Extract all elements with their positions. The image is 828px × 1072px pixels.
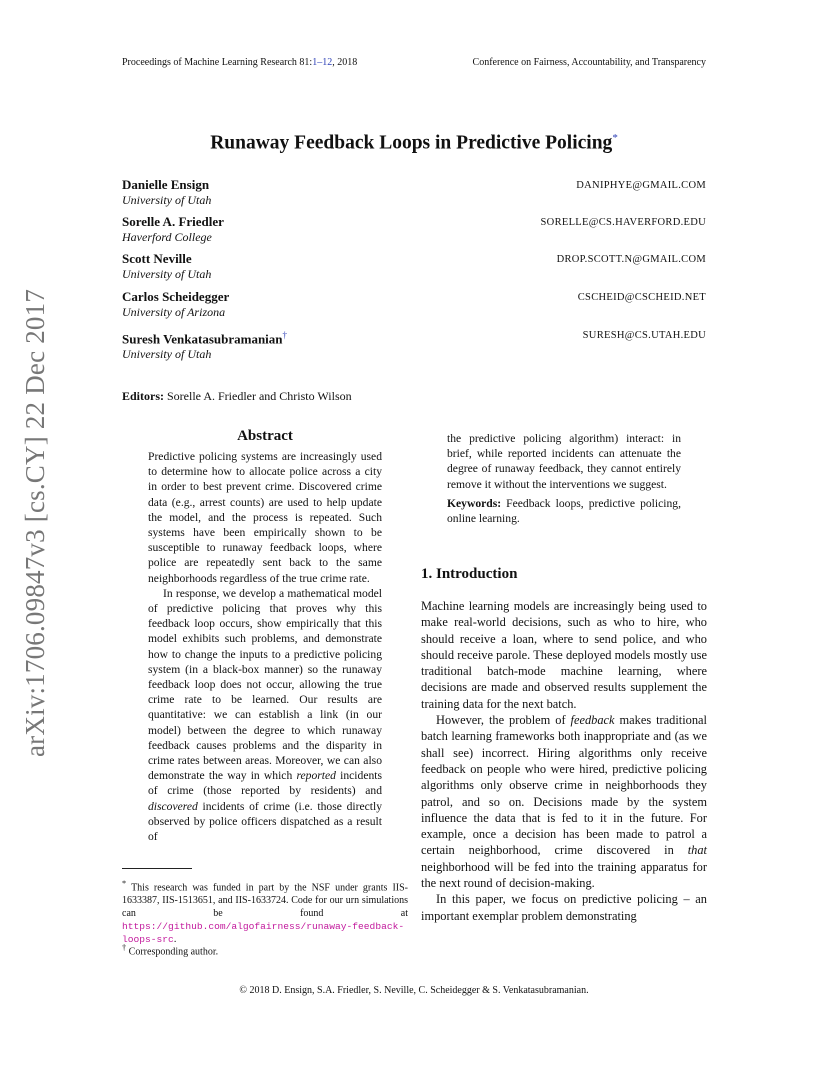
author-email[interactable]: SURESH@CS.UTAH.EDU bbox=[582, 330, 706, 341]
abstract-continued bbox=[447, 431, 681, 526]
author-email[interactable]: DROP.SCOTT.N@GMAIL.COM bbox=[556, 254, 706, 265]
author-email[interactable]: CSCHEID@CSCHEID.NET bbox=[577, 292, 706, 303]
keywords: Keywords: Feedback loops, predictive policing, online learning. bbox=[447, 496, 681, 526]
footnote-rule bbox=[122, 868, 192, 869]
running-header-right: Conference on Fairness, Accountability, and Transparency bbox=[472, 57, 706, 68]
author-block bbox=[122, 327, 287, 362]
author-email[interactable]: DANIPHYE@GMAIL.COM bbox=[576, 180, 706, 191]
abstract-heading: Abstract bbox=[237, 428, 293, 444]
author-block bbox=[122, 177, 211, 208]
abstract-body bbox=[148, 449, 382, 844]
abstract-paragraph: Predictive policing systems are increasingly used to determine how to allocate police across a city in order to best prevent crime. Discovered crime data (e.g., arrest counts) are used to help update the model, and the process is repeated. Such systems have been empirically shown to be susceptible to runaway feedback loops, where police are repeatedly sent back to the same neighborhoods regardless of the true crime rate. bbox=[148, 450, 382, 585]
author-name: Scott Neville bbox=[122, 251, 192, 266]
intro-paragraph: In this paper, we focus on predictive policing – an important exemplar problem demonstrating bbox=[421, 892, 707, 923]
intro-paragraph: Machine learning models are increasingly being used to make real-world decisions, such as who to hire, who should receive a loan, where to send police, and who should receive parole. These deployed models mostly use traditional batch-mode machine learning, where decisions are made and observed results supplement the training data for the next batch. bbox=[421, 599, 707, 711]
author-name: Sorelle A. Friedler bbox=[122, 214, 224, 229]
author-affiliation: Haverford College bbox=[122, 230, 212, 244]
title-footnote-mark[interactable]: * bbox=[612, 132, 618, 144]
author-name: Suresh Venkatasubramanian bbox=[122, 331, 283, 347]
section-heading-introduction: 1. Introduction bbox=[421, 566, 518, 582]
abstract-paragraph: In response, we develop a mathematical model of predictive policing that proves why this feedback loop occurs, show empirically that this model exhibits such problems, and demonstrate how to change the inputs to a predictive policing system (in a black-box manner) so the runaway feedback loop does not occur, allowing the true crime rate to be learned. Our results are quantitative: we can establish a link (in our model) between the degree to which runaway feedback causes problems and the disparity in crime rates between areas. Moreover, we can also demonstrate the way in which reported incidents of crime (those reported by residents) and discovered incidents of crime (i.e. those directly observed by police officers dispatched as a result of bbox=[148, 586, 383, 844]
author-block bbox=[122, 251, 211, 282]
paper-title: Runaway Feedback Loops in Predictive Policing* bbox=[210, 132, 618, 154]
author-footnote-mark[interactable]: † bbox=[282, 330, 288, 340]
code-repo-link[interactable]: https://github.com/algofairness/runaway-feedback-loops-src bbox=[122, 921, 405, 946]
author-affiliation: University of Arizona bbox=[122, 305, 226, 319]
author-block bbox=[122, 214, 224, 245]
author-block bbox=[122, 289, 229, 320]
footnote-corresponding: † Corresponding author. bbox=[122, 943, 219, 958]
editors-line: Editors: Sorelle A. Friedler and Christo Wilson bbox=[122, 389, 352, 403]
intro-paragraph: However, the problem of feedback makes traditional batch learning frameworks both inappropriate and (as we shall see) incorrect. Hiring algorithms only receive feedback on people who were hired, predictive policing algorithms only observe crime in neighborhoods they patrol, and so on. Decisions made by the system influence the data that is fed to it in the future. For example, once a decision has been made to patrol a certain neighborhood, crime discovered in that neighborhood will be fed into the training apparatus for the next round of decision-making. bbox=[421, 713, 707, 891]
abstract-paragraph: the predictive policing algorithm) interact: in brief, while reported incidents can attenuate the degree of runaway feedback, they cannot entirely remove it without the interventions we suggest. bbox=[447, 432, 681, 491]
introduction-body bbox=[421, 598, 707, 924]
arxiv-side-stamp: arXiv:1706.09847v3 [cs.CY] 22 Dec 2017 bbox=[20, 288, 50, 757]
author-email[interactable]: SORELLE@CS.HAVERFORD.EDU bbox=[540, 217, 706, 228]
copyright-line: © 2018 D. Ensign, S.A. Friedler, S. Neville, C. Scheidegger & S. Venkatasubramanian. bbox=[239, 985, 589, 996]
footnote-funding: * This research was funded in part by the NSF under grants IIS-1633387, IIS-1513651, and IIS-1633724. Code for our urn simulations can be found at https://github.com/algofairness/runaway-feedback-loops-src. bbox=[122, 879, 408, 946]
author-affiliation: University of Utah bbox=[122, 267, 212, 281]
author-name: Danielle Ensign bbox=[122, 177, 210, 192]
author-affiliation: University of Utah bbox=[122, 193, 212, 207]
author-affiliation: University of Utah bbox=[122, 347, 212, 362]
page-range-link[interactable]: 1–12 bbox=[312, 57, 333, 68]
author-name: Carlos Scheidegger bbox=[122, 289, 230, 304]
running-header-left: Proceedings of Machine Learning Research 81:1–12, 2018 bbox=[122, 57, 358, 68]
